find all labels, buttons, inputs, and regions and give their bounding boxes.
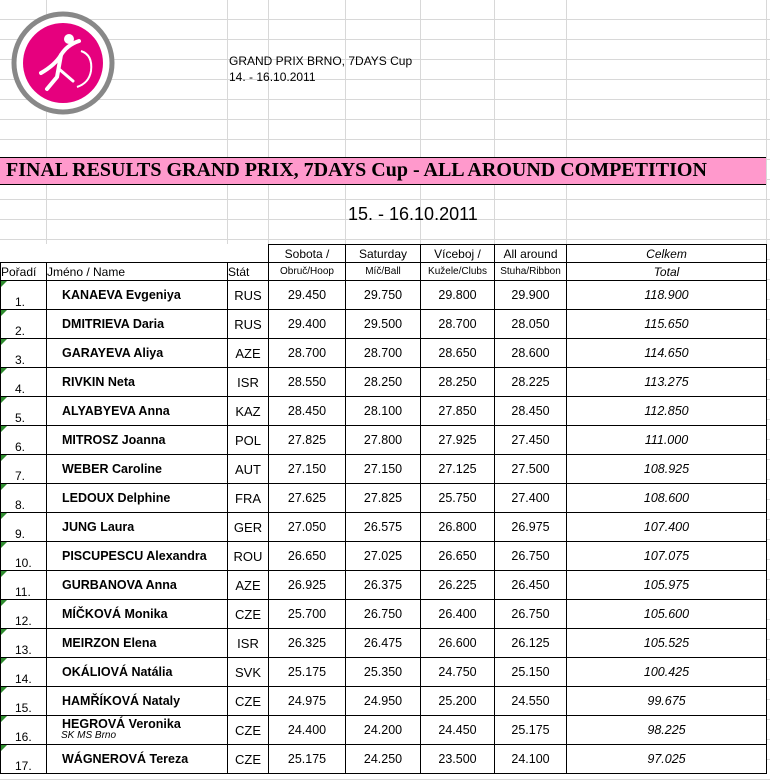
state-cell: FRA [228, 484, 269, 513]
grid-line [345, 0, 346, 244]
ball-score: 27.800 [346, 426, 421, 455]
ball-score: 27.825 [346, 484, 421, 513]
header-row-top [1, 245, 767, 263]
table-row [1, 716, 767, 745]
rank-cell: 12. [1, 600, 47, 629]
grid-line [494, 0, 495, 244]
total-score: 97.025 [567, 745, 767, 774]
col-clubs: Kužele/Clubs [421, 263, 495, 281]
table-row [1, 629, 767, 658]
hoop-score: 26.650 [269, 542, 346, 571]
ball-score: 29.750 [346, 281, 421, 310]
rank-cell: 1. [1, 281, 47, 310]
hoop-score: 25.175 [269, 745, 346, 774]
total-score: 118.900 [567, 281, 767, 310]
athlete-name-text: HEGROVÁ Veronika [62, 717, 181, 731]
rank-cell: 15. [1, 687, 47, 716]
hoop-score: 24.975 [269, 687, 346, 716]
athlete-name-text: DMITRIEVA Daria [62, 317, 165, 331]
ribbon-score: 26.750 [495, 600, 567, 629]
table-row [1, 339, 767, 368]
hoop-score: 27.825 [269, 426, 346, 455]
ball-score: 24.950 [346, 687, 421, 716]
table-row [1, 513, 767, 542]
state-cell: CZE [228, 687, 269, 716]
clubs-score: 25.750 [421, 484, 495, 513]
state-cell: CZE [228, 745, 269, 774]
athlete-name [47, 339, 228, 368]
athlete-name-text: LEDOUX Delphine [62, 491, 171, 505]
hoop-score: 25.175 [269, 658, 346, 687]
clubs-score: 27.850 [421, 397, 495, 426]
header-saturday: Saturday [346, 245, 421, 263]
ball-score: 28.100 [346, 397, 421, 426]
hoop-score: 28.450 [269, 397, 346, 426]
rank-cell: 11. [1, 571, 47, 600]
athlete-name [47, 745, 228, 774]
results-rows [1, 281, 767, 774]
rank-cell: 10. [1, 542, 47, 571]
table-row [1, 310, 767, 339]
ball-score: 26.475 [346, 629, 421, 658]
table-row [1, 542, 767, 571]
athlete-name-text: RIVKIN Neta [62, 375, 135, 389]
total-score: 115.650 [567, 310, 767, 339]
rank-cell: 5. [1, 397, 47, 426]
clubs-score: 23.500 [421, 745, 495, 774]
rank-cell: 3. [1, 339, 47, 368]
ribbon-score: 26.975 [495, 513, 567, 542]
clubs-score: 28.650 [421, 339, 495, 368]
rank-cell: 2. [1, 310, 47, 339]
hoop-score: 27.150 [269, 455, 346, 484]
clubs-score: 26.400 [421, 600, 495, 629]
rank-cell: 7. [1, 455, 47, 484]
athlete-name-text: ALYABYEVA Anna [62, 404, 170, 418]
athlete-name-text: MITROSZ Joanna [62, 433, 166, 447]
athlete-club: SK MS Brno [61, 730, 117, 741]
ribbon-score: 27.450 [495, 426, 567, 455]
athlete-name [47, 687, 228, 716]
hoop-score: 29.450 [269, 281, 346, 310]
state-cell: ROU [228, 542, 269, 571]
athlete-name-text: MEIRZON Elena [62, 636, 157, 650]
ribbon-score: 27.500 [495, 455, 567, 484]
athlete-name [47, 658, 228, 687]
table-row [1, 484, 767, 513]
total-score: 108.925 [567, 455, 767, 484]
total-score: 107.075 [567, 542, 767, 571]
clubs-score: 29.800 [421, 281, 495, 310]
hoop-score: 27.625 [269, 484, 346, 513]
hoop-score: 29.400 [269, 310, 346, 339]
grid-line [566, 0, 567, 244]
hoop-score: 28.700 [269, 339, 346, 368]
hoop-score: 24.400 [269, 716, 346, 745]
col-rank: Pořadí [1, 263, 47, 281]
rank-cell: 9. [1, 513, 47, 542]
state-cell: RUS [228, 281, 269, 310]
athlete-name [47, 455, 228, 484]
rank-cell: 8. [1, 484, 47, 513]
state-cell: SVK [228, 658, 269, 687]
gymnastics-logo [11, 11, 115, 115]
athlete-name [47, 629, 228, 658]
table-row [1, 571, 767, 600]
table-row [1, 658, 767, 687]
total-score: 99.675 [567, 687, 767, 716]
header-all-around: All around [495, 245, 567, 263]
athlete-name [47, 542, 228, 571]
state-cell: KAZ [228, 397, 269, 426]
grid-line [766, 0, 767, 244]
ribbon-score: 24.550 [495, 687, 567, 716]
col-hoop: Obruč/Hoop [269, 263, 346, 281]
athlete-name-text: HAMŘÍKOVÁ Nataly [62, 694, 181, 708]
clubs-score: 24.750 [421, 658, 495, 687]
ribbon-score: 28.450 [495, 397, 567, 426]
state-cell: RUS [228, 310, 269, 339]
ball-score: 28.700 [346, 339, 421, 368]
state-cell: AZE [228, 339, 269, 368]
header-sobota: Sobota / [269, 245, 346, 263]
total-score: 113.275 [567, 368, 767, 397]
hoop-score: 26.925 [269, 571, 346, 600]
state-cell: ISR [228, 368, 269, 397]
col-total: Total [567, 263, 767, 281]
athlete-name-text: MÍČKOVÁ Monika [62, 607, 168, 621]
event-name: GRAND PRIX BRNO, 7DAYS Cup [229, 54, 413, 68]
athlete-name-text: WEBER Caroline [62, 462, 163, 476]
athlete-name-text: GARAYEVA Aliya [62, 346, 164, 360]
athlete-name [47, 368, 228, 397]
col-name: Jméno / Name [47, 263, 228, 281]
total-score: 100.425 [567, 658, 767, 687]
ribbon-score: 28.600 [495, 339, 567, 368]
grid-line [268, 0, 269, 244]
clubs-score: 26.650 [421, 542, 495, 571]
ribbon-score: 25.150 [495, 658, 567, 687]
total-score: 112.850 [567, 397, 767, 426]
ribbon-score: 28.225 [495, 368, 567, 397]
athlete-name-text: PISCUPESCU Alexandra [62, 549, 207, 563]
header-row-columns [1, 263, 767, 281]
hoop-score: 28.550 [269, 368, 346, 397]
state-cell: POL [228, 426, 269, 455]
athlete-name [47, 513, 228, 542]
table-row [1, 426, 767, 455]
state-cell: AUT [228, 455, 269, 484]
ball-score: 24.250 [346, 745, 421, 774]
table-row [1, 281, 767, 310]
results-table [0, 244, 767, 774]
athlete-name [47, 484, 228, 513]
ribbon-score: 29.900 [495, 281, 567, 310]
ball-score: 29.500 [346, 310, 421, 339]
clubs-score: 26.600 [421, 629, 495, 658]
ball-score: 26.375 [346, 571, 421, 600]
ball-score: 24.200 [346, 716, 421, 745]
ball-score: 26.750 [346, 600, 421, 629]
state-cell: ISR [228, 629, 269, 658]
clubs-score: 24.450 [421, 716, 495, 745]
event-dates: 14. - 16.10.2011 [229, 70, 316, 84]
clubs-score: 28.250 [421, 368, 495, 397]
total-score: 105.600 [567, 600, 767, 629]
total-score: 98.225 [567, 716, 767, 745]
ribbon-score: 26.750 [495, 542, 567, 571]
hoop-score: 26.325 [269, 629, 346, 658]
hoop-score: 25.700 [269, 600, 346, 629]
athlete-name-text: JUNG Laura [62, 520, 135, 534]
table-row [1, 397, 767, 426]
table-row [1, 745, 767, 774]
athlete-name [47, 281, 228, 310]
state-cell: CZE [228, 600, 269, 629]
state-cell: GER [228, 513, 269, 542]
state-cell: CZE [228, 716, 269, 745]
athlete-name [47, 600, 228, 629]
state-cell: AZE [228, 571, 269, 600]
athlete-name-text: WÁGNEROVÁ Tereza [62, 752, 189, 766]
ribbon-score: 26.450 [495, 571, 567, 600]
rank-cell: 13. [1, 629, 47, 658]
hoop-score: 27.050 [269, 513, 346, 542]
athlete-name-text: KANAEVA Evgeniya [62, 288, 181, 302]
clubs-score: 28.700 [421, 310, 495, 339]
total-score: 108.600 [567, 484, 767, 513]
header-celkem: Celkem [567, 245, 767, 263]
athlete-name [47, 397, 228, 426]
competition-dates: 15. - 16.10.2011 [348, 204, 478, 224]
athlete-name-text: OKÁLIOVÁ Natália [62, 665, 173, 679]
clubs-score: 26.225 [421, 571, 495, 600]
total-score: 105.975 [567, 571, 767, 600]
ball-score: 25.350 [346, 658, 421, 687]
col-state: Stát [228, 263, 269, 281]
results-banner [0, 157, 766, 185]
rank-cell: 4. [1, 368, 47, 397]
athlete-name [47, 571, 228, 600]
ball-score: 26.575 [346, 513, 421, 542]
athlete-name [47, 310, 228, 339]
col-ribbon: Stuha/Ribbon [495, 263, 567, 281]
clubs-score: 26.800 [421, 513, 495, 542]
ribbon-score: 25.175 [495, 716, 567, 745]
clubs-score: 27.925 [421, 426, 495, 455]
table-row [1, 455, 767, 484]
ribbon-score: 27.400 [495, 484, 567, 513]
header-viceboj: Víceboj / [421, 245, 495, 263]
clubs-score: 25.200 [421, 687, 495, 716]
col-ball: Míč/Ball [346, 263, 421, 281]
table-row [1, 600, 767, 629]
total-score: 107.400 [567, 513, 767, 542]
table-row [1, 687, 767, 716]
ball-score: 27.150 [346, 455, 421, 484]
ribbon-score: 28.050 [495, 310, 567, 339]
rank-cell: 16. [1, 716, 47, 745]
table-row [1, 368, 767, 397]
grid-line [227, 0, 228, 244]
rank-cell: 14. [1, 658, 47, 687]
ribbon-score: 26.125 [495, 629, 567, 658]
rank-cell: 6. [1, 426, 47, 455]
ball-score: 28.250 [346, 368, 421, 397]
athlete-name-text: GURBANOVA Anna [62, 578, 177, 592]
total-score: 114.650 [567, 339, 767, 368]
total-score: 111.000 [567, 426, 767, 455]
rank-cell: 17. [1, 745, 47, 774]
clubs-score: 27.125 [421, 455, 495, 484]
total-score: 105.525 [567, 629, 767, 658]
ribbon-score: 24.100 [495, 745, 567, 774]
ball-score: 27.025 [346, 542, 421, 571]
athlete-name [47, 426, 228, 455]
athlete-name [47, 716, 228, 745]
banner-title: FINAL RESULTS GRAND PRIX, 7DAYS Cup - ALL AROUND COMPETITION [6, 159, 707, 181]
